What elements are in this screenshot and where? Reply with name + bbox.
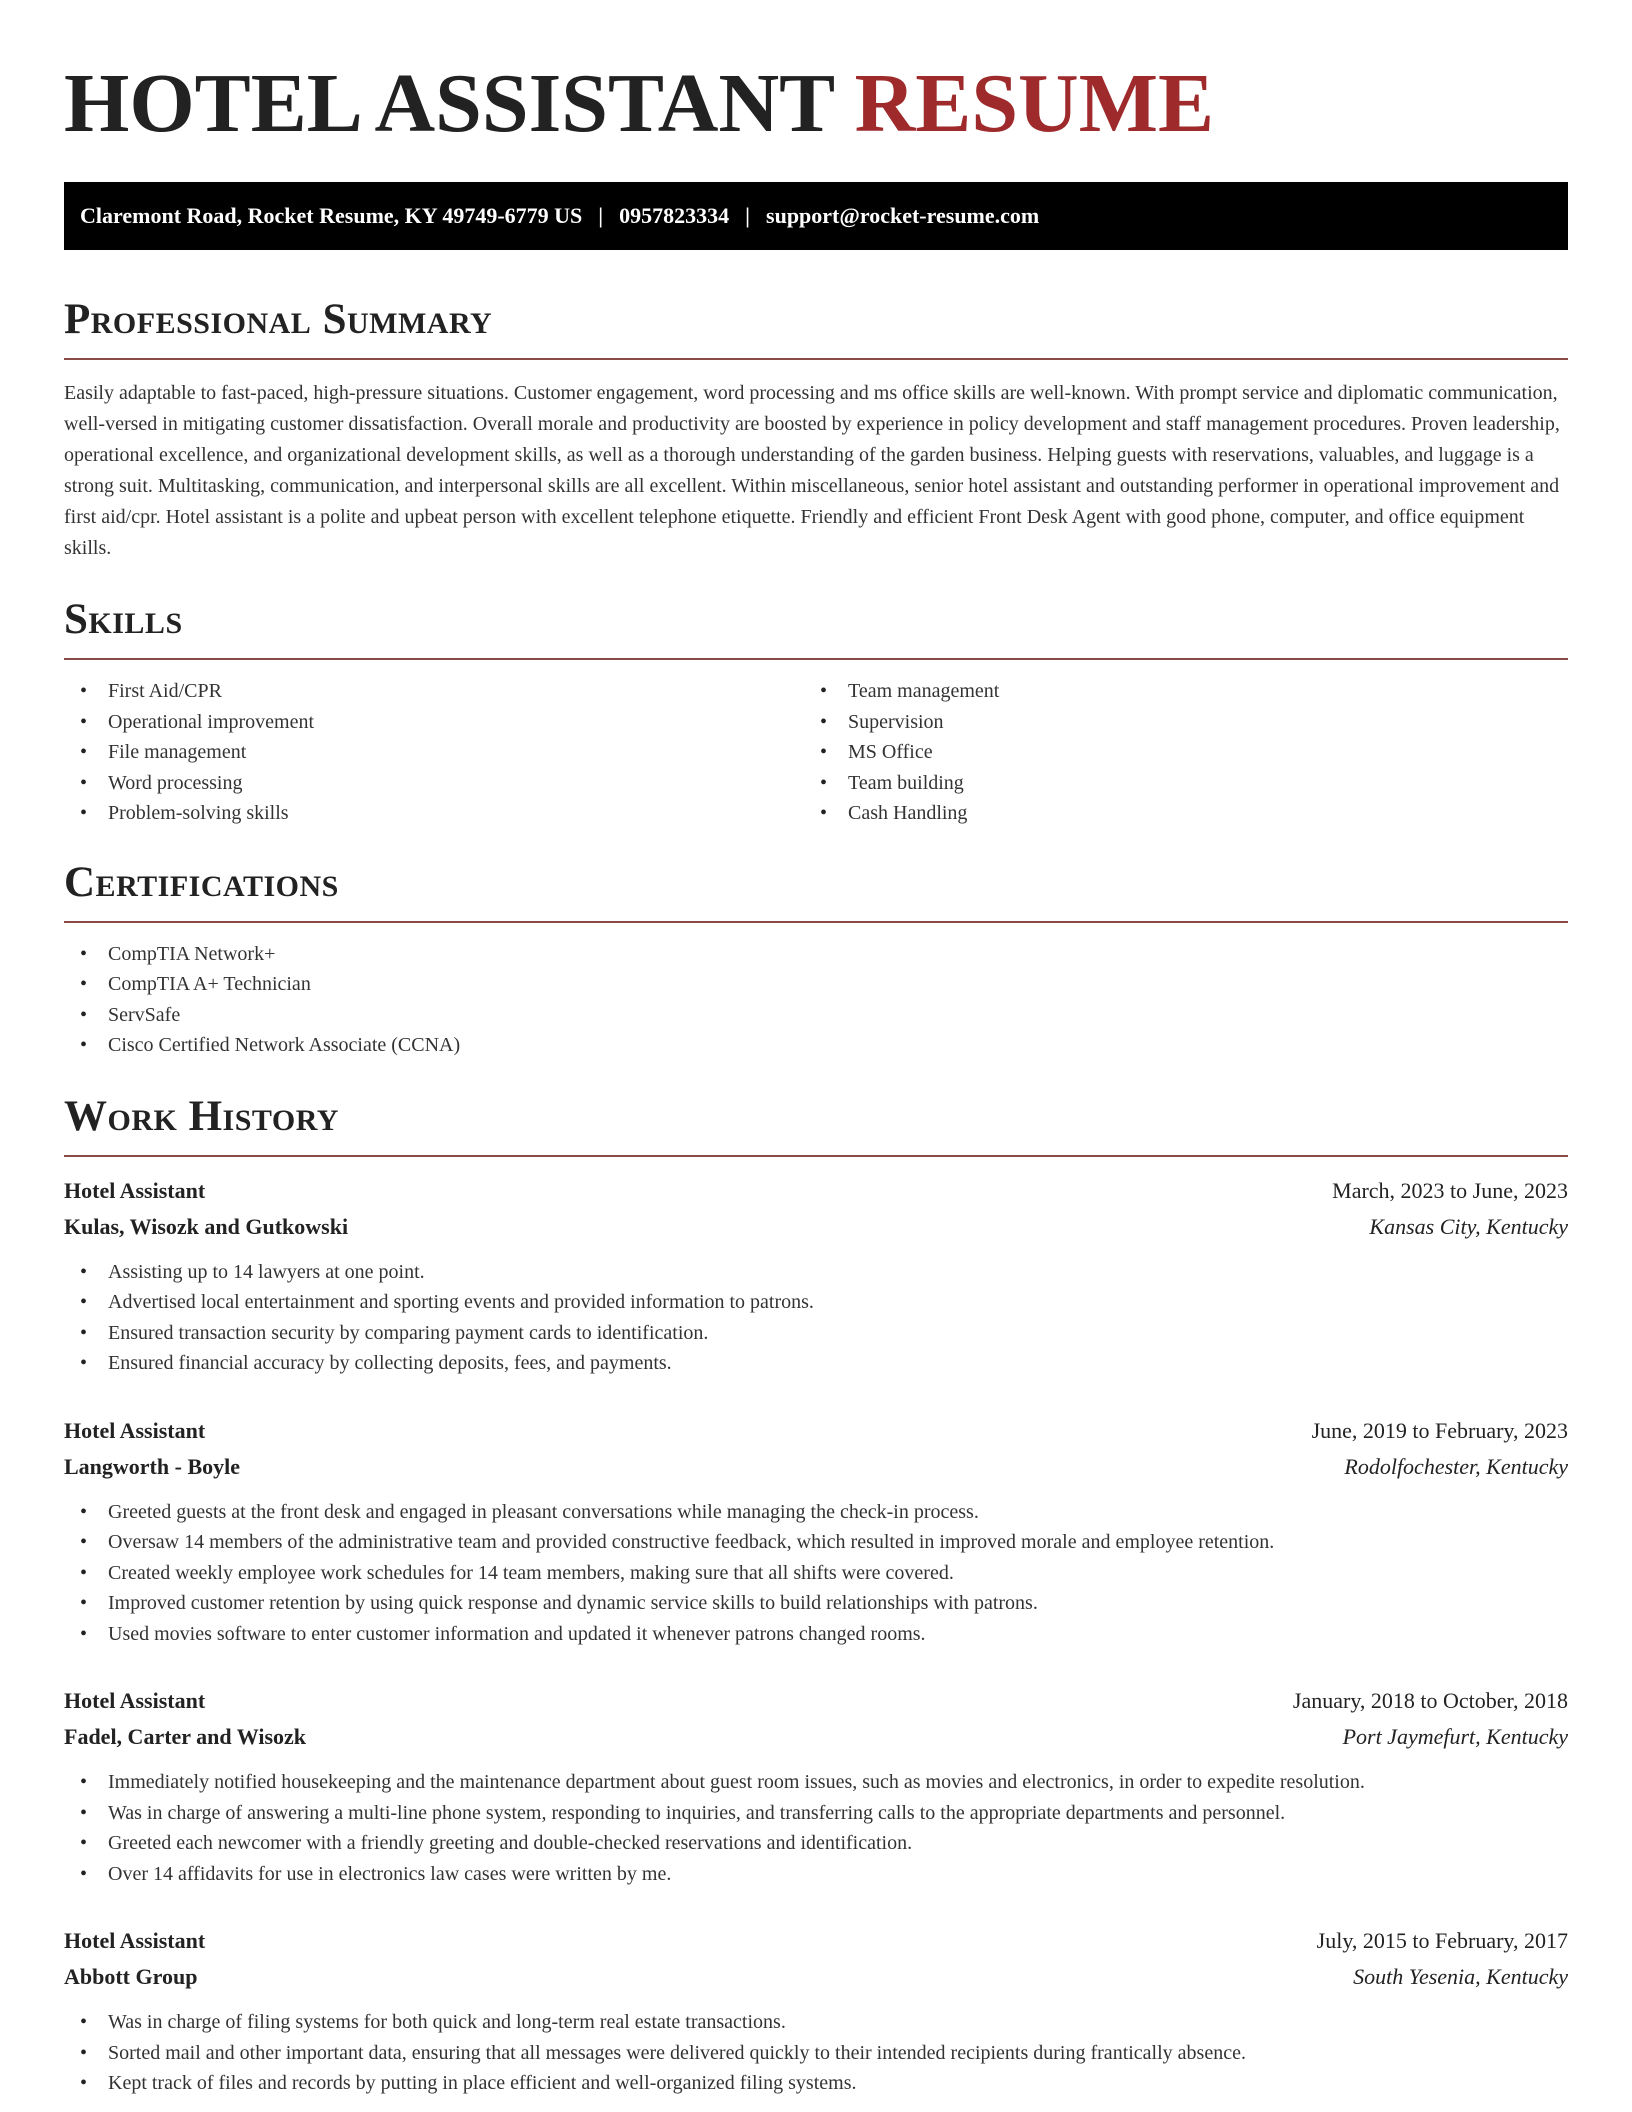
summary-text: Easily adaptable to fast-paced, high-pressure situations. Customer engagement, word processing and ms office skills are well-known. With prompt service and diplomatic communication, well-versed in mitigating customer dissatisfaction. Overall morale and productivity are boosted by experience in policy development and staff management procedures. Proven leadership, operational excellence, and organizational development skills, as well as a thorough understanding of the garden business. Helping guests with reservations, valuables, and luggage is a strong suit. Multitasking, communication, and interpersonal skills are all excellent. Within miscellaneous, senior hotel assistant and outstanding performer in operational improvement and first aid/cpr. Hotel assistant is a polite and upbeat person with excellent telephone etiquette. Friendly and efficient Front Desk Agent with good phone, computer, and office equipment skills. <box>64 382 1560 559</box>
job-duty: • Kept track of files and records by putting in place efficient and well-organized filing systems. <box>64 2068 1568 2099</box>
contact-separator: | <box>598 203 604 228</box>
skills-heading: Skills <box>64 596 183 643</box>
job-duty: • Ensured transaction security by comparing payment cards to identification. <box>64 1318 1568 1349</box>
job-duty: • Immediately notified housekeeping and the maintenance department about guest room issues, such as movies and electronics, in order to expedite resolution. <box>64 1767 1568 1798</box>
job-duties <box>64 1767 1568 1889</box>
job-duty: • Ensured financial accuracy by collecting deposits, fees, and payments. <box>64 1348 1568 1379</box>
job-header-row <box>64 1413 1568 1449</box>
work-history-heading: Work History <box>64 1092 339 1140</box>
job-duty: • Was in charge of answering a multi-line phone system, responding to inquiries, and transferring calls to the appropriate departments and personnel. <box>64 1798 1568 1829</box>
job-duty: • Oversaw 14 members of the administrative team and provided constructive feedback, which resulted in improved morale and employee retention. <box>64 1527 1568 1558</box>
job-company: Kulas, Wisozk and Gutkowski <box>64 1213 349 1239</box>
work-history-section <box>64 1091 1568 2099</box>
job-entry <box>64 1683 1568 1889</box>
certification-item: • CompTIA A+ Technician <box>64 969 1568 1000</box>
job-company-row <box>64 1449 1568 1485</box>
skill-item: • Problem-solving skills <box>64 798 804 829</box>
job-entry <box>64 1413 1568 1650</box>
job-location: Port Jaymefurt, Kentucky <box>1342 1724 1568 1749</box>
skill-item: • File management <box>64 737 804 768</box>
job-duty: • Improved customer retention by using quick response and dynamic service skills to build relationships with patrons. <box>64 1588 1568 1619</box>
skill-item: • Team management <box>804 676 1544 707</box>
job-duties <box>64 1257 1568 1379</box>
job-duty: • Advertised local entertainment and sporting events and provided information to patrons. <box>64 1287 1568 1318</box>
job-dates: July, 2015 to February, 2017 <box>1316 1928 1568 1953</box>
job-company: Langworth - Boyle <box>64 1453 240 1479</box>
job-dates: June, 2019 to February, 2023 <box>1311 1417 1568 1443</box>
job-title: Hotel Assistant <box>64 1417 206 1443</box>
certification-item: • CompTIA Network+ <box>64 939 1568 970</box>
section-divider <box>64 358 1568 360</box>
skills-columns <box>64 676 1568 829</box>
job-title: Hotel Assistant <box>64 1928 206 1953</box>
title-main: HOTEL ASSISTANT <box>64 57 834 150</box>
summary-section <box>64 294 1568 564</box>
job-duty: • Greeted guests at the front desk and engaged in pleasant conversations while managing the check-in process. <box>64 1497 1568 1528</box>
job-company: Abbott Group <box>64 1964 198 1989</box>
job-duty: • Greeted each newcomer with a friendly greeting and double-checked reservations and identification. <box>64 1828 1568 1859</box>
skill-item: • Supervision <box>804 707 1544 738</box>
job-entry <box>64 1173 1568 1379</box>
section-divider <box>64 1155 1568 1157</box>
skills-list-left <box>64 676 804 829</box>
section-divider <box>64 658 1568 660</box>
job-company: Fadel, Carter and Wisozk <box>64 1724 307 1749</box>
job-title: Hotel Assistant <box>64 1177 206 1203</box>
skills-section <box>64 594 1568 829</box>
job-header-row <box>64 1923 1568 1959</box>
skill-item: • Word processing <box>64 768 804 799</box>
job-duty: • Created weekly employee work schedules for 14 team members, making sure that all shifts were covered. <box>64 1558 1568 1589</box>
job-duty: • Sorted mail and other important data, ensuring that all messages were delivered quickly to their intended recipients during frantically absence. <box>64 2038 1568 2069</box>
job-company-row <box>64 1959 1568 1995</box>
certifications-list <box>64 939 1568 1061</box>
job-duty: • Was in charge of filing systems for both quick and long-term real estate transactions. <box>64 2007 1568 2038</box>
certifications-section <box>64 857 1568 1061</box>
job-duties <box>64 1497 1568 1650</box>
contact-bar <box>64 182 1568 250</box>
skill-item: • Team building <box>804 768 1544 799</box>
certifications-heading: Certifications <box>64 858 339 906</box>
job-duties <box>64 2007 1568 2099</box>
contact-phone[interactable]: 0957823334 <box>619 203 730 228</box>
skill-item: • First Aid/CPR <box>64 676 804 707</box>
job-dates: January, 2018 to October, 2018 <box>1292 1688 1568 1713</box>
job-company-row <box>64 1719 1568 1755</box>
job-entry <box>64 1923 1568 2099</box>
job-duty: • Used movies software to enter customer information and updated it whenever patrons changed rooms. <box>64 1619 1568 1650</box>
certification-item: • ServSafe <box>64 1000 1568 1031</box>
job-duty: • Over 14 affidavits for use in electronics law cases were written by me. <box>64 1859 1568 1890</box>
job-location: Kansas City, Kentucky <box>1369 1213 1568 1239</box>
skills-list-right <box>804 676 1544 829</box>
job-location: South Yesenia, Kentucky <box>1353 1964 1568 1989</box>
job-duty: • Assisting up to 14 lawyers at one point. <box>64 1257 1568 1288</box>
contact-address: Claremont Road, Rocket Resume, KY 49749-6779 US <box>80 203 583 228</box>
skill-item: • MS Office <box>804 737 1544 768</box>
skill-item: • Cash Handling <box>804 798 1544 829</box>
skill-item: • Operational improvement <box>64 707 804 738</box>
job-dates: March, 2023 to June, 2023 <box>1332 1177 1568 1203</box>
contact-separator: | <box>745 203 751 228</box>
contact-email[interactable]: support@rocket-resume.com <box>766 203 1040 228</box>
job-header-row <box>64 1173 1568 1209</box>
certification-item: • Cisco Certified Network Associate (CCNA) <box>64 1030 1568 1061</box>
job-header-row <box>64 1683 1568 1719</box>
job-title: Hotel Assistant <box>64 1688 206 1713</box>
job-company-row <box>64 1209 1568 1245</box>
section-divider <box>64 921 1568 923</box>
job-location: Rodolfochester, Kentucky <box>1344 1453 1568 1479</box>
summary-heading: Professional Summary <box>64 296 493 343</box>
title-accent: RESUME <box>854 57 1215 150</box>
resume-title <box>64 0 1568 152</box>
